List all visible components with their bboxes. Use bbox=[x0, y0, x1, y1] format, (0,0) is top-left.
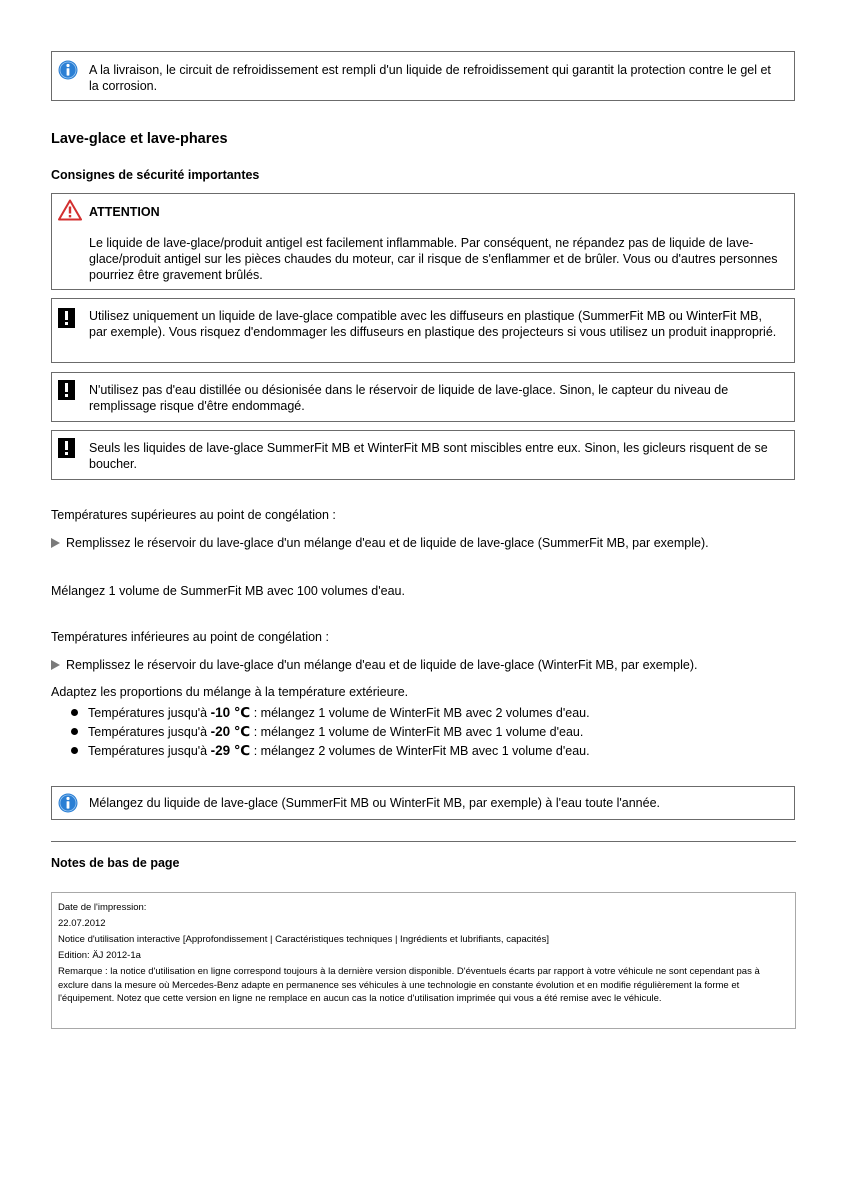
step-arrow-icon bbox=[51, 538, 60, 548]
list-item: Températures jusqu'à -29 ℃ : mélangez 2 volumes de WinterFit MB avec 1 volume d'eau. bbox=[71, 741, 590, 760]
section-subtitle: Consignes de sécurité importantes bbox=[51, 168, 260, 182]
notice-box-diffusers bbox=[51, 298, 795, 363]
adapt-proportions-text: Adaptez les proportions du mélange à la température extérieure. bbox=[51, 685, 409, 699]
list-item: Températures jusqu'à -20 ℃ : mélangez 1 volume de WinterFit MB avec 1 volume d'eau. bbox=[71, 722, 590, 741]
temperature-value: -29 ℃ bbox=[210, 743, 251, 758]
notice-text: Seuls les liquides de lave-glace SummerFit MB et WinterFit MB sont miscibles entre eux. Sinon, les gicleurs risquent de se boucher. bbox=[89, 441, 768, 471]
step-arrow-icon bbox=[51, 660, 60, 670]
notice-path: Notice d'utilisation interactive [Approfondissement | Caractéristiques techniques | Ingrédients et lubrifiants, capacités] bbox=[58, 934, 549, 945]
below-freezing-label: Températures inférieures au point de congélation : bbox=[51, 630, 329, 644]
temperature-value: -10 ℃ bbox=[210, 705, 251, 720]
bullet-icon bbox=[71, 747, 78, 754]
step-text: Remplissez le réservoir du lave-glace d'un mélange d'eau et de liquide de lave-glace (SummerFit MB, par exemple). bbox=[66, 536, 709, 550]
notice-text: N'utilisez pas d'eau distillée ou désionisée dans le réservoir de liquide de lave-glace. Sinon, le capteur du niveau de remplissage risque d'être endommagé. bbox=[89, 383, 729, 413]
above-freezing-label: Températures supérieures au point de congélation : bbox=[51, 508, 336, 522]
notice-text: Utilisez uniquement un liquide de lave-glace compatible avec les diffuseurs en plastique (SummerFit MB ou WinterFit MB, par exemple). Vous risquez d'endommager les diffuseurs en plastique des projecteurs si vous utilisez un produit inapproprié. bbox=[89, 309, 777, 339]
bullet-icon bbox=[71, 728, 78, 735]
step-text: Remplissez le réservoir du lave-glace d'un mélange d'eau et de liquide de lave-glace (WinterFit MB, par exemple). bbox=[66, 658, 698, 672]
exclamation-icon bbox=[58, 308, 75, 328]
above-freezing-step bbox=[51, 535, 795, 551]
temperature-list bbox=[71, 703, 590, 760]
exclamation-icon bbox=[58, 380, 75, 400]
print-date: 22.07.2012 bbox=[58, 918, 106, 929]
below-freezing-step bbox=[51, 657, 795, 673]
attention-heading: ATTENTION bbox=[89, 205, 160, 219]
summerfit-mix-text: Mélangez 1 volume de SummerFit MB avec 100 volumes d'eau. bbox=[51, 584, 405, 598]
print-date-label: Date de l'impression: bbox=[58, 902, 147, 913]
info-text: A la livraison, le circuit de refroidissement est rempli d'un liquide de refroidissement qui garantit la protection contre le gel et la corrosion. bbox=[89, 63, 771, 93]
info-icon bbox=[58, 793, 78, 813]
temperature-value: -20 ℃ bbox=[210, 724, 251, 739]
attention-text: Le liquide de lave-glace/produit antigel est facilement inflammable. Par conséquent, ne répandez pas de liquide de lave-glace/produit antigel sur les pièces chaudes du moteur, car il risque de s'enflammer et de brûler. Vous ou d'autres personnes pourriez être gravement brûlés. bbox=[89, 236, 778, 282]
info-box-coolant bbox=[51, 51, 795, 101]
section-title: Lave-glace et lave-phares bbox=[51, 131, 228, 147]
bullet-icon bbox=[71, 709, 78, 716]
footnotes-box bbox=[51, 892, 796, 1029]
info-text: Mélangez du liquide de lave-glace (SummerFit MB ou WinterFit MB, par exemple) à l'eau toute l'année. bbox=[89, 796, 661, 810]
info-box-year-round bbox=[51, 786, 795, 820]
list-item: Températures jusqu'à -10 ℃ : mélangez 1 volume de WinterFit MB avec 2 volumes d'eau. bbox=[71, 703, 590, 722]
notice-box-miscible bbox=[51, 430, 795, 480]
attention-box bbox=[51, 193, 795, 290]
remark: Remarque : la notice d'utilisation en ligne correspond toujours à la dernière version disponible. D'éventuels écarts par rapport à votre véhicule ne sont cependant pas à exclure dans la mesure où Mercedes-Benz adapte en permanence ses véhicules à une technologie en constante évolution et en modifie régulièrement la forme et l'équipement. Notez que cette version en ligne ne remplace en aucun cas la notice d'utilisation imprimée qui vous a été remise avec le véhicule. bbox=[58, 966, 760, 1004]
exclamation-icon bbox=[58, 438, 75, 458]
divider bbox=[51, 841, 796, 842]
edition: Edition: ÄJ 2012-1a bbox=[58, 950, 141, 961]
warning-triangle-icon bbox=[58, 199, 82, 221]
notice-box-distilled-water bbox=[51, 372, 795, 422]
info-icon bbox=[58, 60, 78, 80]
footnotes-title: Notes de bas de page bbox=[51, 856, 180, 870]
